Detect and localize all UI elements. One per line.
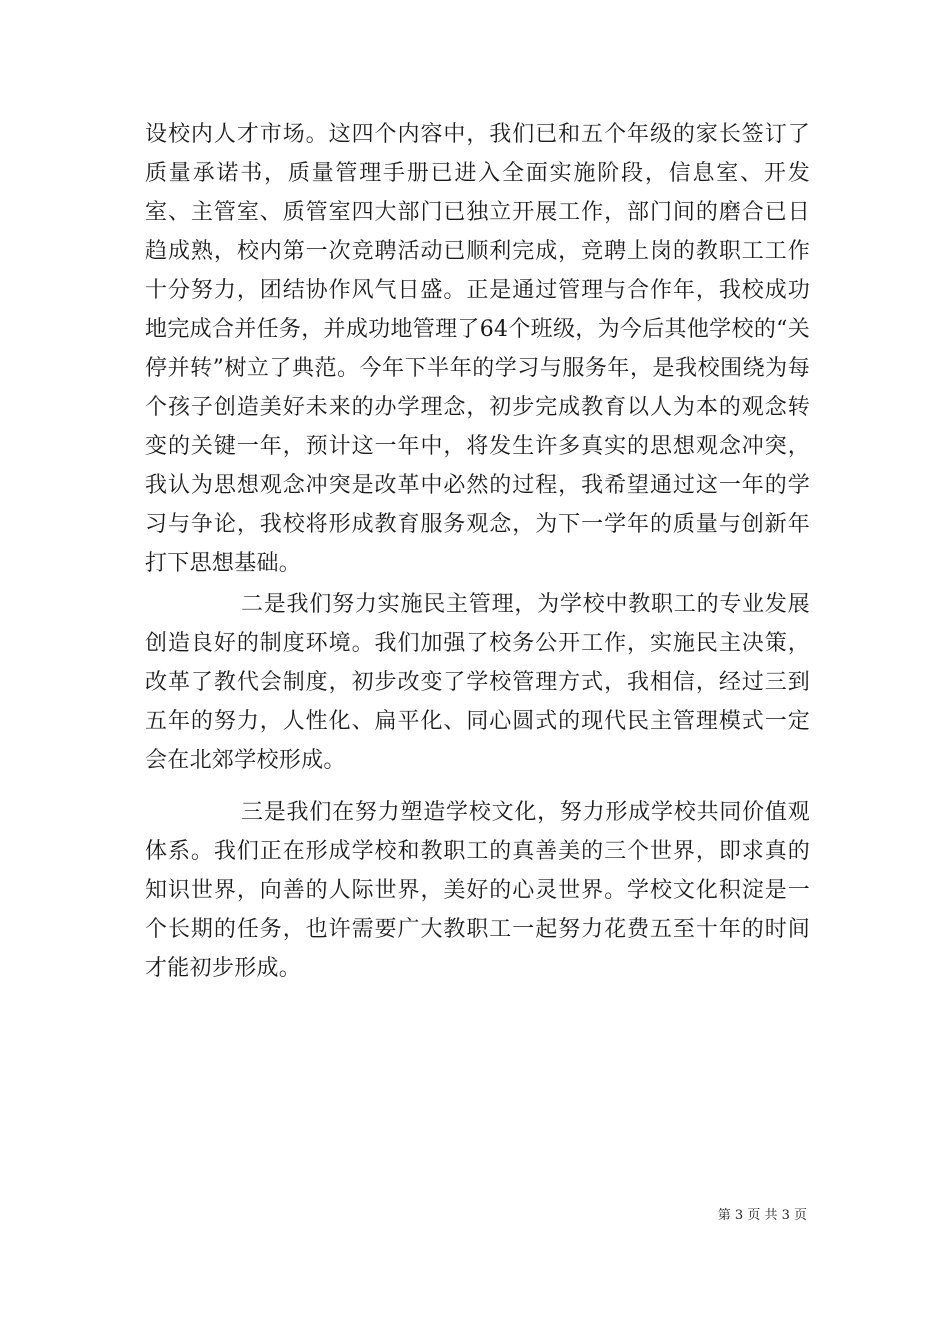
paragraph-continuation: 设校内人才市场。这四个内容中，我们已和五个年级的家长签订了质量承诺书，质量管理手册已进入全面实施阶段，信息室、开发室、主管室、质管室四大部门已独立开展工作，部门间的磨合已日趋成熟，校内第一次竞聘活动已顺利完成，竞聘上岗的教职工工作十分努力，团结协作风气日盛。正是通过管理与合作年，我校成功地完成合并任务，并成功地管理了64个班级，为今后其他学校的“关停并转”树立了典范。今年下半年的学习与服务年，是我校围绕为每个孩子创造美好未来的办学理念，初步完成教育以人为本的观念转变的关键一年，预计这一年中，将发生许多真实的思想观念冲突，我认为思想观念冲突是改革中必然的过程，我希望通过这一年的学习与争论，我校将形成教育服务观念，为下一学年的质量与创新年打下思想基础。 — [145, 122, 810, 576]
page-number-footer: 第 3 页 共 3 页 — [717, 1208, 807, 1223]
document-body — [145, 115, 810, 988]
paragraph-democratic-management: 二是我们努力实施民主管理，为学校中教职工的专业发展创造良好的制度环境。我们加强了校务公开工作，实施民主决策，改革了教代会制度，初步改变了学校管理方式，我相信，经过三到五年的努力，人性化、扁平化、同心圆式的现代民主管理模式一定会在北郊学校形成。 — [145, 592, 810, 773]
paragraph-school-culture: 三是我们在努力塑造学校文化，努力形成学校共同价值观体系。我们正在形成学校和教职工的真善美的三个世界，即求真的知识世界，向善的人际世界，美好的心灵世界。学校文化积淀是一个长期的任务，也许需要广大教职工一起努力花费五至十年的时间才能初步形成。 — [145, 800, 810, 981]
